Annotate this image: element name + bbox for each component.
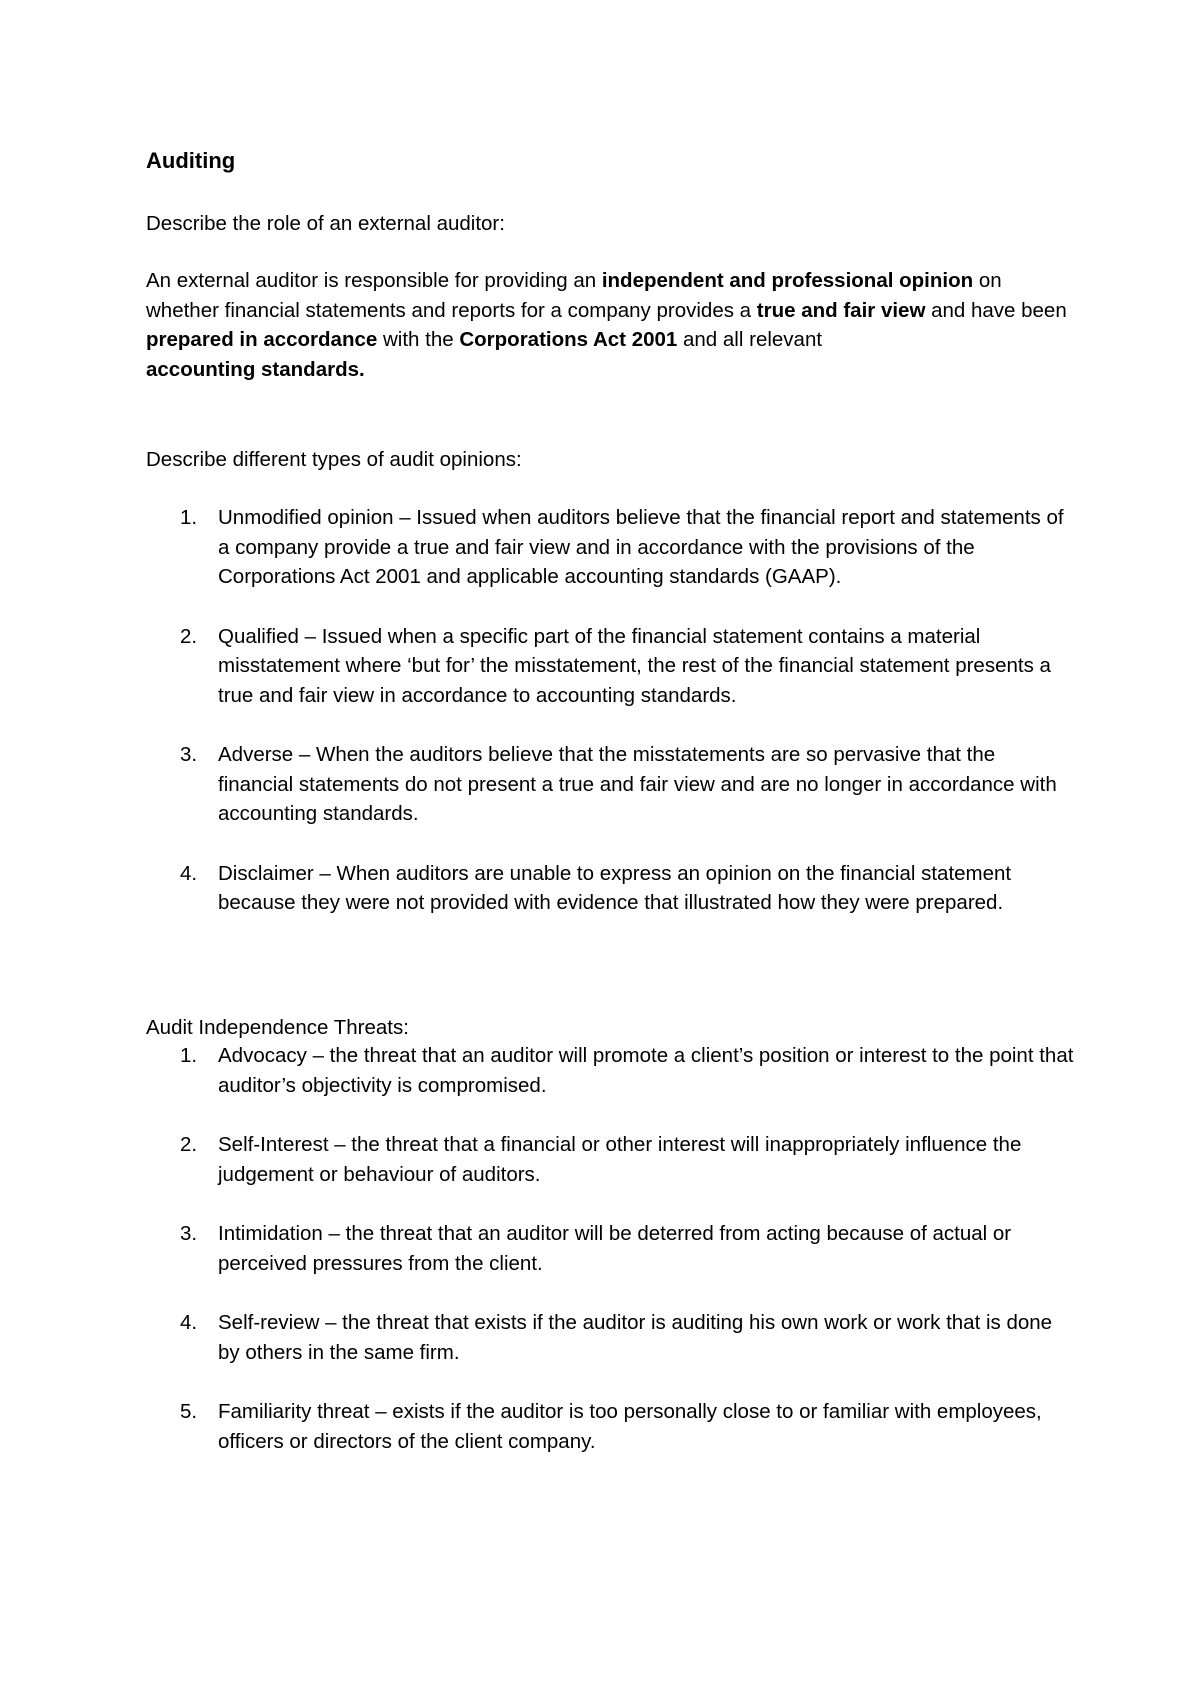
list-item xyxy=(146,1130,1076,1189)
heading-independence-threats: Audit Independence Threats: xyxy=(146,1016,409,1039)
document-title: Auditing xyxy=(146,148,236,173)
answer-bold-text: accounting standards. xyxy=(146,357,365,381)
list-number: 1. xyxy=(180,506,198,529)
list-number: 2. xyxy=(180,624,198,648)
list-item xyxy=(146,1041,1076,1100)
answer-bold-text: prepared in accordance xyxy=(146,328,378,351)
list-item xyxy=(146,1397,1076,1456)
answer-text: and all relevant xyxy=(677,328,823,351)
list-number: 4. xyxy=(180,861,198,885)
answer-text: on whether financial statements and reports for a company provides a xyxy=(146,269,1002,322)
list-text: Self-Interest – the threat that a financial or other interest will inappropriately influence the judgement or behaviour of auditors. xyxy=(218,1133,1022,1186)
list-number: 3. xyxy=(180,743,198,766)
list-item xyxy=(146,740,1076,829)
answer-text: with the xyxy=(377,328,460,351)
list-text: Unmodified opinion – Issued when auditors believe that the financial report and statements of a company provide a true and fair view and in accordance with the provisions of the Corporations Act 2001 and applicable accounting standards (GAAP). xyxy=(218,506,1064,588)
list-item xyxy=(146,1308,1076,1367)
list-item xyxy=(146,1219,1076,1278)
list-item xyxy=(146,503,1076,592)
independence-threats-list xyxy=(146,1041,1076,1486)
answer-text: An external auditor is responsible for providing an xyxy=(146,269,602,292)
list-number: 4. xyxy=(180,1311,198,1334)
answer-bold-text: Corporations Act 2001 xyxy=(459,328,678,351)
list-text: Advocacy – the threat that an auditor will promote a client’s position or interest to the point that auditor’s objectivity is compromised. xyxy=(218,1044,1074,1097)
question-external-auditor-role: Describe the role of an external auditor: xyxy=(146,212,505,235)
answer-bold-text: true and fair view xyxy=(756,298,926,322)
audit-opinions-list xyxy=(146,503,1076,948)
list-text: Qualified – Issued when a specific part of the financial statement contains a material misstatement where ‘but for’ the misstatement, the rest of the financial statement presents a true and fair view in accordance to accounting standards. xyxy=(218,624,1051,707)
list-item xyxy=(146,622,1076,711)
list-number: 3. xyxy=(180,1222,198,1245)
answer-bold-text: independent and professional opinion xyxy=(601,269,974,292)
answer-text: and have been xyxy=(925,298,1067,322)
answer-external-auditor-role xyxy=(146,266,1076,384)
list-text: Intimidation – the threat that an auditor will be deterred from acting because of actual or perceived pressures from the client. xyxy=(218,1222,1012,1275)
list-number: 1. xyxy=(180,1044,198,1067)
list-text: Familiarity threat – exists if the auditor is too personally close to or familiar with employees, officers or directors of the client company. xyxy=(218,1400,1042,1453)
list-item xyxy=(146,859,1076,918)
list-number: 2. xyxy=(180,1133,198,1156)
list-text: Adverse – When the auditors believe that the misstatements are so pervasive that the financial statements do not present a true and fair view and are no longer in accordance with accounting standards. xyxy=(218,743,1057,825)
question-audit-opinions: Describe different types of audit opinions: xyxy=(146,448,522,471)
list-text: Disclaimer – When auditors are unable to express an opinion on the financial statement because they were not provided with evidence that illustrated how they were prepared. xyxy=(218,861,1012,914)
list-text: Self-review – the threat that exists if the auditor is auditing his own work or work that is done by others in the same firm. xyxy=(218,1311,1053,1364)
list-number: 5. xyxy=(180,1400,198,1423)
